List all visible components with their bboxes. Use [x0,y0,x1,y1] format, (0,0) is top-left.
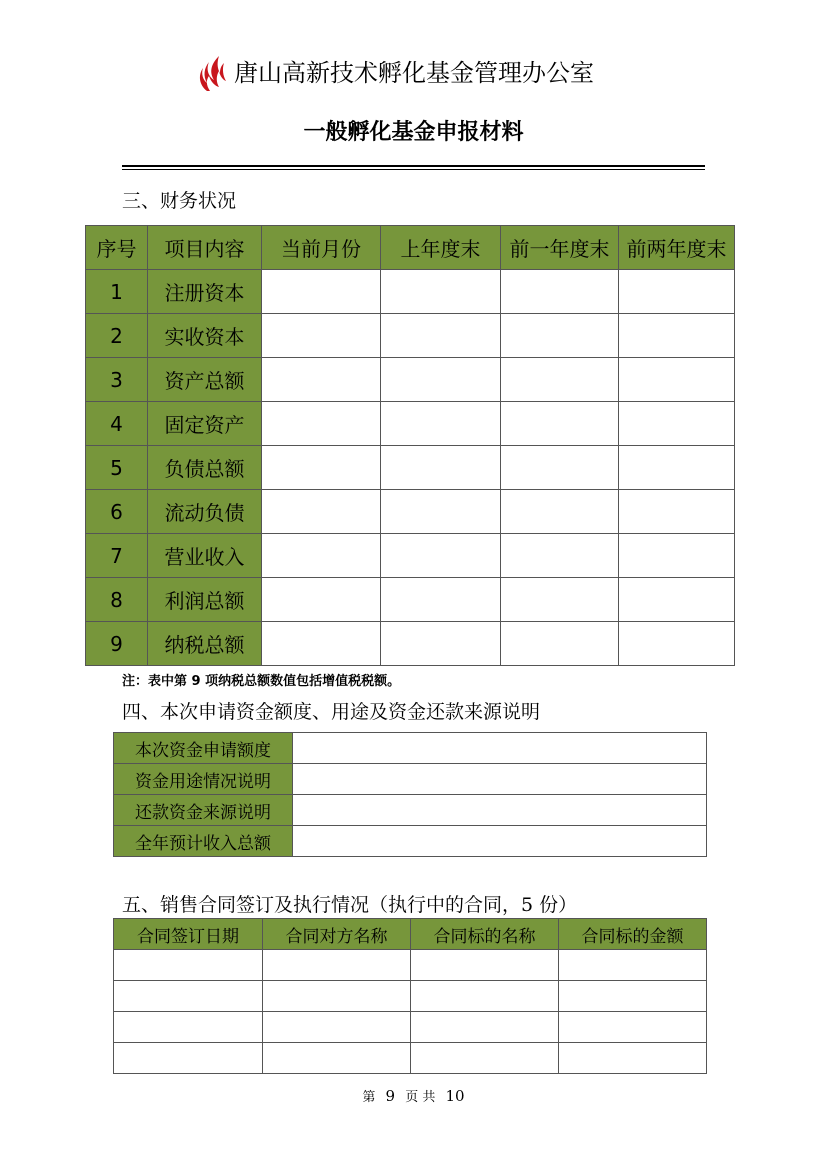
value-cell[interactable] [501,358,619,402]
table-row [86,490,735,534]
value-cell[interactable] [501,314,619,358]
contract-cell[interactable] [114,950,263,981]
contract-cell[interactable] [114,981,263,1012]
col-header-prev-two-year-end: 前两年度末 [619,226,735,270]
value-cell[interactable] [381,358,501,402]
table-row [114,1012,707,1043]
table-row [86,446,735,490]
table-row [86,578,735,622]
col-header-counterparty: 合同对方名称 [263,919,411,950]
value-cell[interactable] [501,578,619,622]
row-number: 9 [86,622,148,666]
col-header-prev-year-end: 前一年度末 [501,226,619,270]
row-item-label: 负债总额 [148,446,262,490]
funding-value-cell[interactable] [293,795,707,826]
row-item-label: 注册资本 [148,270,262,314]
row-item-label: 营业收入 [148,534,262,578]
logo-icon [197,54,229,94]
table-row [114,1043,707,1074]
row-item-label: 流动负债 [148,490,262,534]
table-row [114,826,707,857]
col-header-current-month: 当前月份 [262,226,381,270]
value-cell[interactable] [381,446,501,490]
value-cell[interactable] [262,270,381,314]
row-number: 8 [86,578,148,622]
footer-prefix: 第 [362,1090,376,1105]
value-cell[interactable] [381,402,501,446]
value-cell[interactable] [381,314,501,358]
table-row [114,764,707,795]
header [0,54,827,94]
funding-table [113,732,707,857]
table-row [86,402,735,446]
row-item-label: 纳税总额 [148,622,262,666]
funding-label: 本次资金申请额度 [114,733,293,764]
value-cell[interactable] [619,358,735,402]
row-item-label: 固定资产 [148,402,262,446]
col-header-item: 项目内容 [148,226,262,270]
contract-cell[interactable] [114,1012,263,1043]
col-header-last-year-end: 上年度末 [381,226,501,270]
contract-cell[interactable] [559,1012,707,1043]
contract-cell[interactable] [559,1043,707,1074]
row-item-label: 资产总额 [148,358,262,402]
funding-label: 全年预计收入总额 [114,826,293,857]
value-cell[interactable] [501,270,619,314]
value-cell[interactable] [262,578,381,622]
value-cell[interactable] [619,622,735,666]
table-note: 注：表中第 9 项纳税总额数值包括增值税税额。 [122,674,401,689]
footer-middle: 页 共 [405,1090,436,1105]
col-header-no: 序号 [86,226,148,270]
value-cell[interactable] [619,446,735,490]
funding-label: 还款资金来源说明 [114,795,293,826]
value-cell[interactable] [381,534,501,578]
contract-cell[interactable] [114,1043,263,1074]
footer-total-pages: 10 [445,1087,465,1105]
value-cell[interactable] [381,578,501,622]
table-row [86,622,735,666]
title-rule-top [122,165,705,167]
title-rule-bottom [122,169,705,170]
financial-table-header [86,226,735,270]
row-number: 2 [86,314,148,358]
value-cell[interactable] [501,490,619,534]
org-name: 唐山高新技术孵化基金管理办公室 [234,59,594,87]
row-number: 7 [86,534,148,578]
contract-cell[interactable] [263,1012,411,1043]
table-row [86,358,735,402]
contract-cell[interactable] [263,950,411,981]
table-row [86,534,735,578]
value-cell[interactable] [262,358,381,402]
row-number: 1 [86,270,148,314]
value-cell[interactable] [501,446,619,490]
value-cell[interactable] [262,314,381,358]
row-item-label: 实收资本 [148,314,262,358]
footer-page-number: 9 [385,1087,396,1105]
col-header-subject-amount: 合同标的金额 [559,919,707,950]
row-number: 4 [86,402,148,446]
contract-cell[interactable] [411,950,559,981]
table-row [86,270,735,314]
contract-cell[interactable] [411,1043,559,1074]
value-cell[interactable] [381,622,501,666]
contract-cell[interactable] [263,1043,411,1074]
row-number: 6 [86,490,148,534]
value-cell[interactable] [262,534,381,578]
value-cell[interactable] [501,534,619,578]
section3-title: 三、财务状况 [122,190,237,212]
doc-title: 一般孵化基金申报材料 [303,120,524,145]
value-cell[interactable] [619,402,735,446]
contract-cell[interactable] [263,981,411,1012]
value-cell[interactable] [619,490,735,534]
value-cell[interactable] [381,270,501,314]
value-cell[interactable] [262,446,381,490]
value-cell[interactable] [262,402,381,446]
contract-cell[interactable] [411,1012,559,1043]
contract-cell[interactable] [559,981,707,1012]
funding-value-cell[interactable] [293,764,707,795]
col-header-subject-name: 合同标的名称 [411,919,559,950]
value-cell[interactable] [262,622,381,666]
section4-title: 四、本次申请资金额度、用途及资金还款来源说明 [122,701,541,723]
funding-value-cell[interactable] [293,826,707,857]
col-header-sign-date: 合同签订日期 [114,919,263,950]
value-cell[interactable] [501,402,619,446]
value-cell[interactable] [262,490,381,534]
table-row [114,981,707,1012]
table-row [114,795,707,826]
table-row [86,314,735,358]
contract-cell[interactable] [411,981,559,1012]
value-cell[interactable] [619,314,735,358]
row-number: 3 [86,358,148,402]
row-item-label: 利润总额 [148,578,262,622]
funding-label: 资金用途情况说明 [114,764,293,795]
contract-table-header [114,919,707,950]
value-cell[interactable] [501,622,619,666]
value-cell[interactable] [619,534,735,578]
contract-table [113,918,707,1074]
value-cell[interactable] [619,578,735,622]
funding-value-cell[interactable] [293,733,707,764]
value-cell[interactable] [619,270,735,314]
table-row [114,950,707,981]
contract-cell[interactable] [559,950,707,981]
row-number: 5 [86,446,148,490]
section5-title: 五、销售合同签订及执行情况（执行中的合同，5 份） [122,894,578,916]
value-cell[interactable] [381,490,501,534]
table-row [114,733,707,764]
financial-table [85,225,735,666]
page-footer [0,1086,827,1105]
